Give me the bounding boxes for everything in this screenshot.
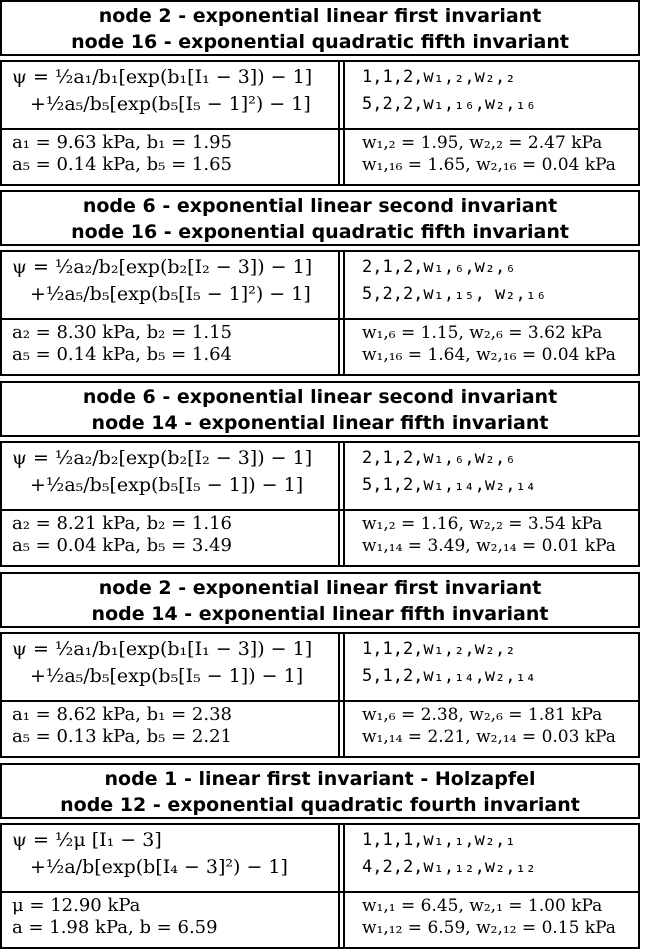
weight-line: w₁,₁ = 6.45, w₂,₁ = 1.00 kPa [362, 896, 603, 916]
model-table [0, 632, 640, 758]
param-line: a = 1.98 kPa, b = 6.59 [12, 917, 218, 938]
psi-line: +½a₅/b₅[exp(b₅[I₅ − 1]²) − 1] [30, 93, 311, 115]
param-line: a₁ = 9.63 kPa, b₁ = 1.95 [12, 132, 232, 153]
row-divider [2, 128, 638, 130]
weight-line: w₁,₂ = 1.95, w₂,₂ = 2.47 kPa [362, 133, 603, 153]
row-divider [2, 318, 638, 320]
values-row [2, 132, 638, 182]
header-line: node 14 - exponential linear fifth invariant [91, 603, 549, 625]
section-header [0, 0, 640, 56]
psi-line: +½a/b[exp(b[I₄ − 3]²) − 1] [30, 856, 288, 878]
code-line: 5,2,2,w₁,₁₆,w₂,₁₆ [362, 94, 536, 114]
row-divider [2, 700, 638, 702]
weight-line: w₁,₂ = 1.16, w₂,₂ = 3.54 kPa [362, 514, 603, 534]
code-line: 2,1,2,w₁,₆,w₂,₆ [362, 448, 516, 468]
param-line: a₅ = 0.14 kPa, b₅ = 1.64 [12, 344, 232, 365]
psi-line: ψ = ½a₁/b₁[exp(b₁[I₁ − 3]) − 1] [12, 66, 313, 88]
psi-line: ψ = ½a₁/b₁[exp(b₁[I₁ − 3]) − 1] [12, 638, 313, 660]
header-line: node 6 - exponential linear second invariant [82, 195, 558, 217]
formula-row [2, 254, 638, 318]
model-table [0, 60, 640, 186]
values-row [2, 895, 638, 945]
header-line: node 12 - exponential quadratic fourth invariant [60, 794, 580, 816]
code-line: 5,1,2,w₁,₁₄,w₂,₁₄ [362, 475, 536, 495]
header-line: node 14 - exponential linear fifth invariant [91, 412, 549, 434]
model-table [0, 250, 640, 376]
header-line: node 2 - exponential linear first invariant [98, 577, 542, 599]
weight-line: w₁,₁₂ = 6.59, w₂,₁₂ = 0.15 kPa [362, 918, 616, 938]
param-line: a₁ = 8.62 kPa, b₁ = 2.38 [12, 704, 232, 725]
code-line: 1,1,1,w₁,₁,w₂,₁ [362, 830, 516, 850]
header-line: node 2 - exponential linear first invariant [98, 5, 542, 27]
model-table [0, 441, 640, 567]
model-table [0, 823, 640, 949]
formula-row [2, 445, 638, 509]
section-header [0, 381, 640, 437]
weight-line: w₁,₁₄ = 3.49, w₂,₁₄ = 0.01 kPa [362, 536, 616, 556]
section-header [0, 763, 640, 819]
param-line: a₂ = 8.30 kPa, b₂ = 1.15 [12, 322, 232, 343]
psi-line: +½a₅/b₅[exp(b₅[I₅ − 1]) − 1] [30, 474, 304, 496]
code-line: 5,2,2,w₁,₁₅, w₂,₁₆ [362, 284, 547, 304]
code-line: 2,1,2,w₁,₆,w₂,₆ [362, 257, 516, 277]
weight-line: w₁,₆ = 2.38, w₂,₆ = 1.81 kPa [362, 705, 603, 725]
param-line: a₂ = 8.21 kPa, b₂ = 1.16 [12, 513, 232, 534]
code-line: 1,1,2,w₁,₂,w₂,₂ [362, 67, 516, 87]
values-row [2, 513, 638, 563]
code-line: 5,1,2,w₁,₁₄,w₂,₁₄ [362, 666, 536, 686]
section-header [0, 572, 640, 628]
weight-line: w₁,₆ = 1.15, w₂,₆ = 3.62 kPa [362, 323, 603, 343]
psi-line: ψ = ½a₂/b₂[exp(b₂[I₂ − 3]) − 1] [12, 447, 313, 469]
formula-row [2, 636, 638, 700]
psi-line: +½a₅/b₅[exp(b₅[I₅ − 1]) − 1] [30, 665, 304, 687]
psi-line: ψ = ½μ [I₁ − 3] [12, 829, 162, 851]
values-row [2, 322, 638, 372]
row-divider [2, 891, 638, 893]
psi-line: ψ = ½a₂/b₂[exp(b₂[I₂ − 3]) − 1] [12, 256, 313, 278]
code-line: 1,1,2,w₁,₂,w₂,₂ [362, 639, 516, 659]
values-row [2, 704, 638, 754]
weight-line: w₁,₁₆ = 1.65, w₂,₁₆ = 0.04 kPa [362, 155, 616, 175]
param-line: a₅ = 0.14 kPa, b₅ = 1.65 [12, 154, 232, 175]
psi-line: +½a₅/b₅[exp(b₅[I₅ − 1]²) − 1] [30, 283, 311, 305]
code-line: 4,2,2,w₁,₁₂,w₂,₁₂ [362, 857, 536, 877]
weight-line: w₁,₁₄ = 2.21, w₂,₁₄ = 0.03 kPa [362, 727, 616, 747]
param-line: a₅ = 0.04 kPa, b₅ = 3.49 [12, 535, 232, 556]
header-line: node 16 - exponential quadratic fifth invariant [71, 221, 569, 243]
param-line: a₅ = 0.13 kPa, b₅ = 2.21 [12, 726, 232, 747]
header-line: node 16 - exponential quadratic fifth invariant [71, 31, 569, 53]
param-line: μ = 12.90 kPa [12, 895, 141, 916]
header-line: node 6 - exponential linear second invariant [82, 386, 558, 408]
header-line: node 1 - linear first invariant - Holzapfel [104, 768, 536, 790]
weight-line: w₁,₁₆ = 1.64, w₂,₁₆ = 0.04 kPa [362, 345, 616, 365]
section-header [0, 190, 640, 246]
formula-row [2, 827, 638, 891]
formula-row [2, 64, 638, 128]
row-divider [2, 509, 638, 511]
